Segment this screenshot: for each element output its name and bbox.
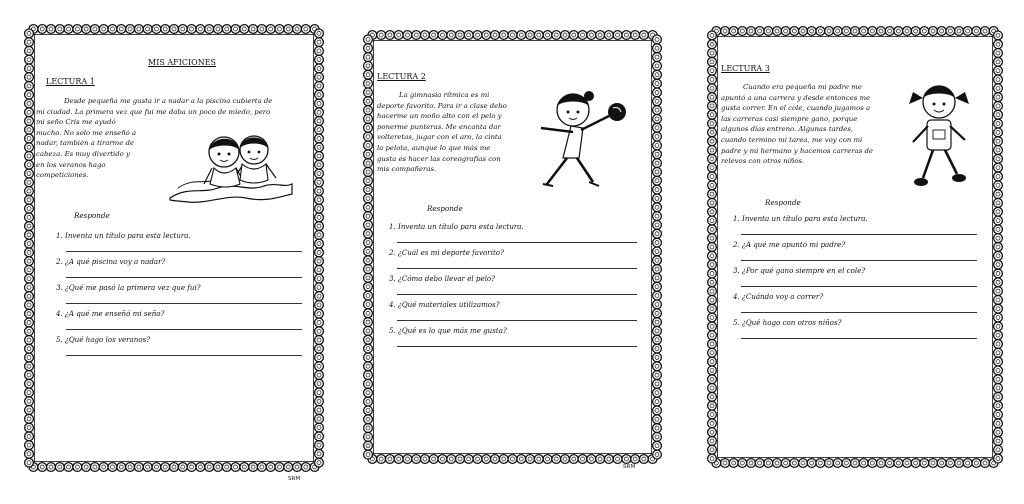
answer-line-3[interactable] [741, 286, 977, 287]
responde-label: Responde [74, 211, 110, 220]
worksheet-page-3 [705, 24, 1005, 470]
question-5: 5. ¿Qué es lo que más me gusta? [389, 326, 507, 335]
answer-line-1[interactable] [741, 234, 977, 235]
answer-line-4[interactable] [741, 312, 977, 313]
question-4: 4. ¿Qué materiales utilizamos? [389, 300, 500, 309]
question-4: 4. ¿Cuándo voy a correr? [733, 292, 824, 301]
answer-line-5[interactable] [66, 355, 302, 356]
reading-paragraph: Desde pequeña me gusta ir a nadar a la piscina cubierta de mi ciudad. La primera vez que fui me daba un poco de miedo, pero mi seño Cris me ayudó mucho. No solo me enseñó a nadar, también a tirarme de cabeza. Es muy divertido y en los veranos hago competiciones. [36, 97, 273, 180]
worksheet-page-1 [22, 22, 326, 482]
question-3: 3. ¿Por qué gano siempre en el cole? [733, 266, 866, 275]
page-heading: MIS AFICIONES [148, 58, 217, 67]
answer-line-2[interactable] [66, 277, 302, 278]
responde-label: Responde [765, 198, 801, 207]
question-5: 5. ¿Qué hago con otros niños? [733, 318, 842, 327]
answer-line-2[interactable] [397, 268, 637, 269]
reading-paragraph: La gimnasia rítmica es mi deporte favorito. Para ir a clase debo hacerme un moño alto con el pelo y ponerme punteras. Me encanta dar volteretas, jugar con el aro, la cinta la pelota, aunque lo que más me gusta es hacer las coreografías con mis compañeras. [377, 91, 507, 174]
answer-line-3[interactable] [397, 294, 637, 295]
question-1: 1. Inventa un título para esta lectura. [56, 231, 191, 240]
question-2: 2. ¿Cuál es mi deporte favorito? [389, 248, 504, 257]
swimming-girls-icon [168, 128, 294, 208]
answer-line-1[interactable] [66, 251, 302, 252]
question-2: 2. ¿A qué me apuntó mi padre? [733, 240, 846, 249]
question-1: 1. Inventa un título para esta lectura. [389, 222, 524, 231]
question-3: 3. ¿Cómo debo llevar el pelo? [389, 274, 496, 283]
lectura-title: LECTURA 2 [377, 72, 426, 81]
answer-line-5[interactable] [741, 338, 977, 339]
answer-line-3[interactable] [66, 303, 302, 304]
answer-line-4[interactable] [397, 320, 637, 321]
lectura-title: LECTURA 1 [46, 77, 95, 86]
running-girl-icon [901, 78, 975, 196]
footer-label: SRM [288, 476, 301, 482]
footer-label: SRM [623, 464, 636, 470]
answer-line-4[interactable] [66, 329, 302, 330]
gymnast-girl-icon [533, 88, 641, 192]
question-2: 2. ¿A qué piscina voy a nadar? [56, 257, 166, 266]
worksheet-page-2 [361, 28, 664, 470]
question-1: 1. Inventa un título para esta lectura. [733, 214, 868, 223]
answer-line-1[interactable] [397, 242, 637, 243]
question-5: 5. ¿Qué hago los veranos? [56, 335, 151, 344]
lectura-title: LECTURA 3 [721, 64, 770, 73]
scalloped-border [22, 22, 326, 474]
reading-paragraph: Cuando era pequeña mi padre me apuntó a una carrera y desde entonces me gusta correr. En el cole, cuando jugamos a las carreras casi siempre gano, porque algunos días entreno. Algunas tardes, cuando termino mi tarea, me voy con mi padre y mi hermano y hacemos carreras de relevos con otros niños. [721, 83, 873, 166]
responde-label: Responde [427, 204, 463, 213]
answer-line-2[interactable] [741, 260, 977, 261]
answer-line-5[interactable] [397, 346, 637, 347]
question-4: 4. ¿A qué me enseñó mi seño? [56, 309, 165, 318]
question-3: 3. ¿Qué me pasó la primera vez que fui? [56, 283, 201, 292]
